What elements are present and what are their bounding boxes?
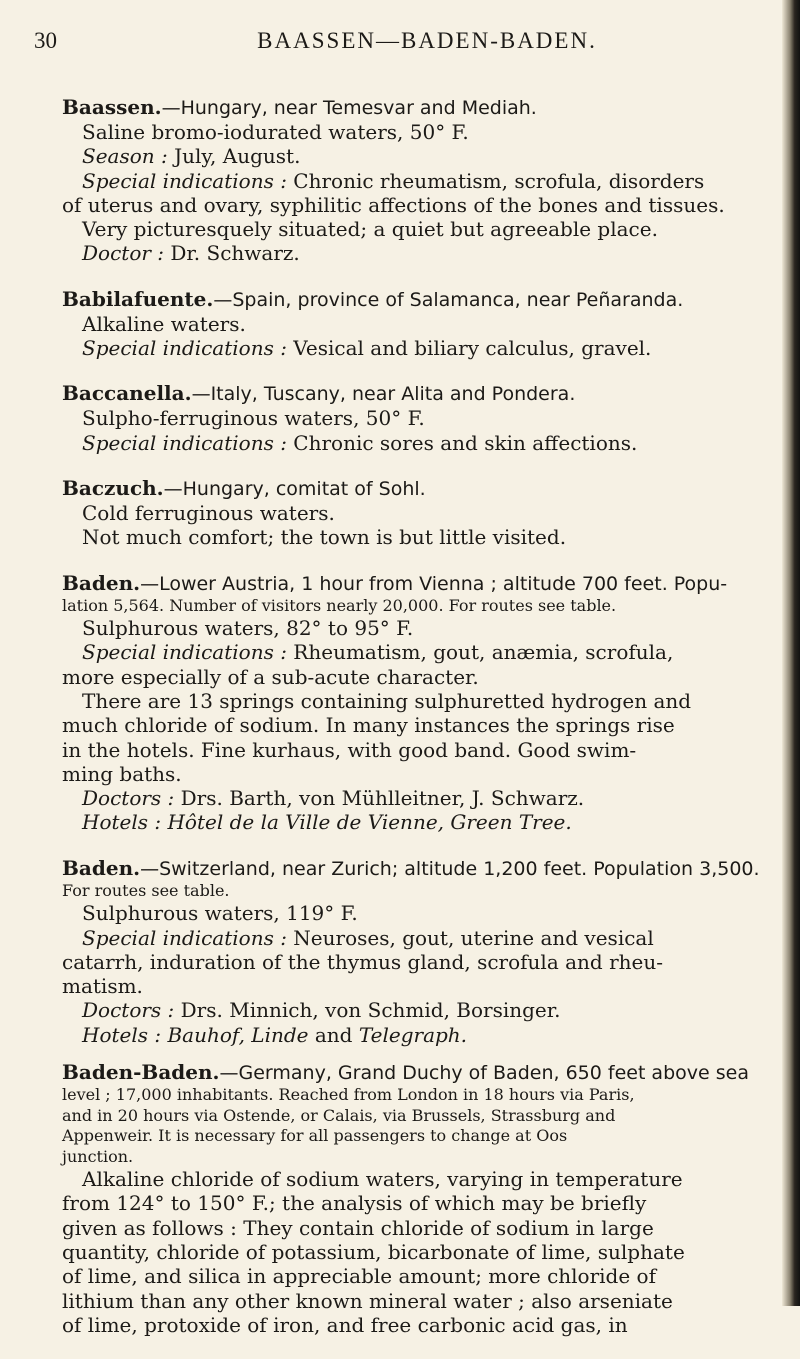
- doctors: Doctors : Drs. Minnich, von Schmid, Borsinger.: [82, 998, 561, 1023]
- special-indications: Special indications : Neuroses, gout, uterine and vesical: [82, 925, 654, 950]
- entry-heading-cont: For routes see table.: [62, 880, 230, 900]
- doctors: Doctors : Drs. Barth, von Mühlleitner, J. Schwarz.: [82, 786, 585, 811]
- entry-heading: Baden-Baden.—Germany, Grand Duchy of Baden, 650 feet above sea: [62, 1060, 749, 1085]
- entry-heading-cont: Appenweir. It is necessary for all passengers to change at Oos: [62, 1126, 568, 1146]
- entry-heading: Baden.—Switzerland, near Zurich; altitude 1,200 feet. Population 3,500.: [62, 855, 760, 880]
- waters: Alkaline waters.: [82, 311, 246, 336]
- note: Not much comfort; the town is but little visited.: [82, 525, 567, 550]
- season: Season : July, August.: [82, 144, 301, 169]
- entry-heading-cont: level ; 17,000 inhabitants. Reached from London in 18 hours via Paris,: [62, 1085, 635, 1105]
- body-text: of lime, and silica in appreciable amount; more chloride of: [62, 1264, 656, 1289]
- entry-baden-switzerland: [62, 857, 764, 1047]
- hotels: Hotels : Hôtel de la Ville de Vienne, Green Tree.: [82, 810, 572, 835]
- special-indications-cont: of uterus and ovary, syphilitic affections of the bones and tissues.: [62, 192, 725, 217]
- special-indications-cont: more especially of a sub-acute character.: [62, 664, 479, 689]
- entry-heading: Babilafuente.—Spain, province of Salamanca, near Peñaranda.: [62, 286, 684, 311]
- body-text: given as follows : They contain chloride of sodium in large: [62, 1215, 654, 1240]
- entry-baassen: [62, 96, 764, 266]
- page-number: 30: [34, 28, 57, 53]
- entry-name: Baden.: [62, 855, 141, 880]
- entry-name: Baassen.: [62, 95, 162, 119]
- body-text: quantity, chloride of potassium, bicarbonate of lime, sulphate: [62, 1239, 685, 1264]
- note-cont: in the hotels. Fine kurhaus, with good band. Good swim-: [62, 737, 637, 762]
- entry-name: Babilafuente.: [62, 286, 214, 311]
- note-cont: much chloride of sodium. In many instances the springs rise: [62, 713, 675, 738]
- special-indications: Special indications : Chronic sores and skin affections.: [82, 430, 638, 455]
- entry-baden-baden: [62, 1061, 764, 1337]
- special-indications: Special indications : Chronic rheumatism, scrofula, disorders: [82, 168, 705, 193]
- entry-babilafuente: [62, 288, 764, 361]
- body-text: from 124° to 150° F.; the analysis of which may be briefly: [62, 1191, 647, 1216]
- entry-name: Baczuch.: [62, 475, 164, 500]
- entry-heading: Baden.—Lower Austria, 1 hour from Vienna ; altitude 700 feet. Popu-: [62, 570, 728, 595]
- note-cont: ming baths.: [62, 761, 182, 786]
- entry-baccanella: [62, 382, 764, 455]
- entry-heading: Baczuch.—Hungary, comitat of Sohl.: [62, 475, 426, 500]
- special-indications-cont: catarrh, induration of the thymus gland, scrofula and rheu-: [62, 949, 663, 974]
- entry-name: Baden-Baden.: [62, 1060, 220, 1085]
- entry-name: Baden.: [62, 570, 141, 595]
- entry-name: Baccanella.: [62, 381, 192, 406]
- entry-heading-cont: lation 5,564. Number of visitors nearly 20,000. For routes see table.: [62, 595, 617, 615]
- hotels: Hotels : Bauhof, Linde and Telegraph.: [82, 1022, 468, 1047]
- body-text: of lime, protoxide of iron, and free carbonic acid gas, in: [62, 1312, 628, 1337]
- waters: Cold ferruginous waters.: [82, 500, 335, 525]
- special-indications-cont: matism.: [62, 974, 143, 999]
- body-text: lithium than any other known mineral water ; also arseniate: [62, 1288, 673, 1313]
- page-edge: [782, 0, 800, 1306]
- entry-baden-austria: [62, 572, 764, 835]
- page-body: [62, 96, 764, 1359]
- doctor: Doctor : Dr. Schwarz.: [82, 241, 300, 266]
- entry-baczuch: [62, 477, 764, 550]
- entry-heading: Baassen.—Hungary, near Temesvar and Mediah.: [62, 95, 537, 119]
- waters: Sulphurous waters, 82° to 95° F.: [82, 616, 414, 641]
- note: Very picturesquely situated; a quiet but agreeable place.: [82, 217, 658, 242]
- special-indications: Special indications : Rheumatism, gout, anæmia, scrofula,: [82, 640, 674, 665]
- entry-heading-cont: junction.: [62, 1146, 134, 1166]
- waters: Sulpho-ferruginous waters, 50° F.: [82, 406, 425, 431]
- note: There are 13 springs containing sulphuretted hydrogen and: [82, 688, 692, 713]
- special-indications: Special indications : Vesical and biliary calculus, gravel.: [82, 336, 652, 361]
- body-text: Alkaline chloride of sodium waters, varying in temperature: [82, 1167, 683, 1192]
- waters: Sulphurous waters, 119° F.: [82, 901, 358, 926]
- running-head: BAASSEN—BADEN-BADEN.: [257, 28, 597, 53]
- entry-heading: Baccanella.—Italy, Tuscany, near Alita and Pondera.: [62, 381, 576, 406]
- page-header: [34, 28, 760, 58]
- entry-heading-cont: and in 20 hours via Ostende, or Calais, via Brussels, Strassburg and: [62, 1105, 616, 1125]
- waters: Saline bromo-iodurated waters, 50° F.: [82, 120, 469, 144]
